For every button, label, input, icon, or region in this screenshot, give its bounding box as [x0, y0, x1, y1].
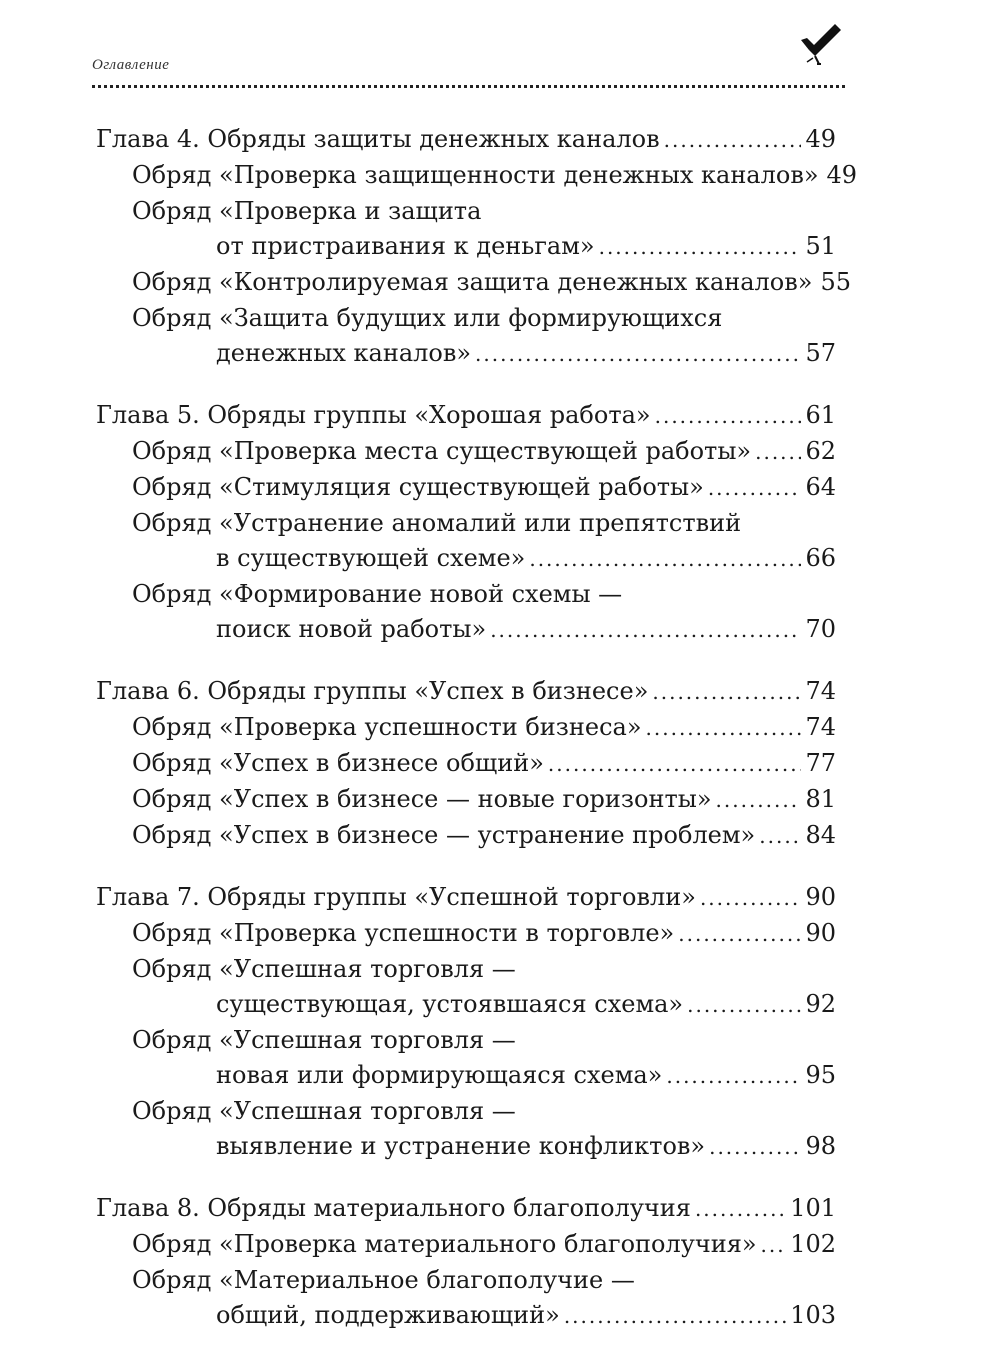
dot-leader [709, 1130, 801, 1165]
rite-entry-line[interactable] [96, 710, 836, 746]
rite-entry-text: Обряд «Проверка и защита [132, 197, 482, 225]
dot-leader [664, 123, 802, 158]
rite-entry-text: Обряд «Проверка успешности в торговле» [132, 919, 675, 947]
chapter-title-text: Глава 7. Обряды группы «Успешной торговли» [96, 883, 696, 911]
pen-icon [795, 20, 845, 70]
table-of-contents [96, 122, 858, 1360]
page-number: 98 [805, 1132, 836, 1160]
rite-entry-text: выявление и устранение конфликтов» [216, 1132, 706, 1160]
running-header [92, 38, 845, 88]
rite-entry-line[interactable] [96, 434, 836, 470]
page-number: 49 [805, 125, 836, 153]
dot-leader [716, 783, 802, 818]
rite-entry-text: Обряд «Успех в бизнесе общий» [132, 749, 544, 777]
dot-leader [564, 1299, 786, 1334]
page-number: 90 [805, 919, 836, 947]
page-number: 51 [805, 232, 836, 260]
dot-leader [666, 1059, 801, 1094]
dot-leader [761, 1228, 787, 1263]
dot-leader [655, 399, 802, 434]
dot-leader [700, 881, 802, 916]
page-number: 57 [805, 339, 836, 367]
dot-leader [755, 435, 801, 470]
rite-entry-line[interactable] [96, 746, 836, 782]
rite-entry-text: Обряд «Контролируемая защита денежных каналов» [132, 268, 813, 296]
rite-entry-line[interactable] [96, 158, 858, 194]
chapter-title-text: Глава 8. Обряды материального благополучия [96, 1194, 691, 1222]
chapter-title-line[interactable] [96, 880, 836, 916]
rite-entry-line[interactable] [96, 301, 836, 336]
chapter-title-line[interactable] [96, 122, 836, 158]
toc-chapter [96, 398, 836, 648]
rite-entry-line[interactable] [96, 612, 836, 648]
rite-entry-text: от пристраивания к деньгам» [216, 232, 595, 260]
dot-leader [678, 917, 801, 952]
rite-entry-text: Обряд «Успех в бизнесе — устранение проблем» [132, 821, 756, 849]
chapter-title-text: Глава 4. Обряды защиты денежных каналов [96, 125, 660, 153]
rite-entry-line[interactable] [96, 1129, 836, 1165]
dot-leader [695, 1192, 786, 1227]
dot-leader [475, 337, 801, 372]
chapter-title-line[interactable] [96, 1191, 836, 1227]
rite-entry-text: Обряд «Защита будущих или формирующихся [132, 304, 723, 332]
rite-entry-text: Обряд «Успешная торговля — [132, 955, 516, 983]
page-number: 49 [826, 161, 858, 189]
rite-entry-line[interactable] [96, 782, 836, 818]
rite-entry-text: Обряд «Материальное благополучие — [132, 1266, 635, 1294]
rite-entry-text: существующая, устоявшаяся схема» [216, 990, 684, 1018]
rite-entry-text: поиск новой работы» [216, 615, 487, 643]
header-dotted-rule [92, 85, 845, 88]
rite-entry-line[interactable] [96, 229, 836, 265]
dot-leader [759, 819, 801, 854]
rite-entry-line[interactable] [96, 1058, 836, 1094]
rite-entry-line[interactable] [96, 1263, 836, 1298]
page-number: 74 [805, 677, 836, 705]
dot-leader [529, 542, 801, 577]
page-number: 74 [805, 713, 836, 741]
toc-chapter [96, 1191, 836, 1334]
rite-entry-line[interactable] [96, 265, 851, 301]
dot-leader [548, 747, 802, 782]
page-number: 84 [805, 821, 836, 849]
toc-chapter [96, 880, 836, 1165]
rite-entry-text: денежных каналов» [216, 339, 472, 367]
page-number: 64 [805, 473, 836, 501]
rite-entry-line[interactable] [96, 1094, 836, 1129]
dot-leader [599, 230, 802, 265]
chapter-title-line[interactable] [96, 674, 836, 710]
rite-entry-text: Обряд «Успешная торговля — [132, 1097, 516, 1125]
header-title: Оглавление [92, 57, 170, 73]
rite-entry-line[interactable] [96, 818, 836, 854]
rite-entry-text: Обряд «Проверка места существующей работы» [132, 437, 752, 465]
page-number: 62 [805, 437, 836, 465]
dot-leader [652, 675, 801, 710]
dot-leader [490, 613, 801, 648]
dot-leader [646, 711, 802, 746]
rite-entry-text: Обряд «Стимуляция существующей работы» [132, 473, 704, 501]
page-number: 95 [805, 1061, 836, 1089]
rite-entry-line[interactable] [96, 336, 836, 372]
page-number: 103 [790, 1301, 836, 1329]
rite-entry-text: Обряд «Проверка материального благополучия» [132, 1230, 757, 1258]
rite-entry-line[interactable] [96, 1023, 836, 1058]
toc-chapter [96, 122, 858, 372]
rite-entry-line[interactable] [96, 987, 836, 1023]
rite-entry-line[interactable] [96, 1298, 836, 1334]
page-number: 55 [820, 268, 851, 296]
page-number: 101 [790, 1194, 836, 1222]
dot-leader [687, 988, 801, 1023]
page-number: 81 [805, 785, 836, 813]
rite-entry-text: Обряд «Проверка успешности бизнеса» [132, 713, 642, 741]
rite-entry-line[interactable] [96, 470, 836, 506]
rite-entry-line[interactable] [96, 952, 836, 987]
page-number: 66 [805, 544, 836, 572]
rite-entry-text: Обряд «Проверка защищенности денежных каналов» [132, 161, 819, 189]
page-number: 70 [805, 615, 836, 643]
chapter-title-text: Глава 5. Обряды группы «Хорошая работа» [96, 401, 651, 429]
dot-leader [708, 471, 802, 506]
page-number: 92 [805, 990, 836, 1018]
rite-entry-text: Обряд «Устранение аномалий или препятствий [132, 509, 742, 537]
rite-entry-line[interactable] [96, 577, 836, 612]
page-number: 61 [805, 401, 836, 429]
page-number: 90 [805, 883, 836, 911]
rite-entry-text: новая или формирующаяся схема» [216, 1061, 663, 1089]
rite-entry-text: Обряд «Формирование новой схемы — [132, 580, 623, 608]
rite-entry-line[interactable] [96, 194, 836, 229]
rite-entry-text: общий, поддерживающий» [216, 1301, 560, 1329]
page-number: 102 [790, 1230, 836, 1258]
chapter-title-text: Глава 6. Обряды группы «Успех в бизнесе» [96, 677, 649, 705]
rite-entry-text: в существующей схеме» [216, 544, 526, 572]
rite-entry-text: Обряд «Успешная торговля — [132, 1026, 516, 1054]
toc-chapter [96, 674, 836, 854]
rite-entry-line[interactable] [96, 541, 836, 577]
rite-entry-line[interactable] [96, 506, 836, 541]
page-number: 77 [805, 749, 836, 777]
rite-entry-line[interactable] [96, 1227, 836, 1263]
chapter-title-line[interactable] [96, 398, 836, 434]
rite-entry-line[interactable] [96, 916, 836, 952]
rite-entry-text: Обряд «Успех в бизнесе — новые горизонты» [132, 785, 712, 813]
